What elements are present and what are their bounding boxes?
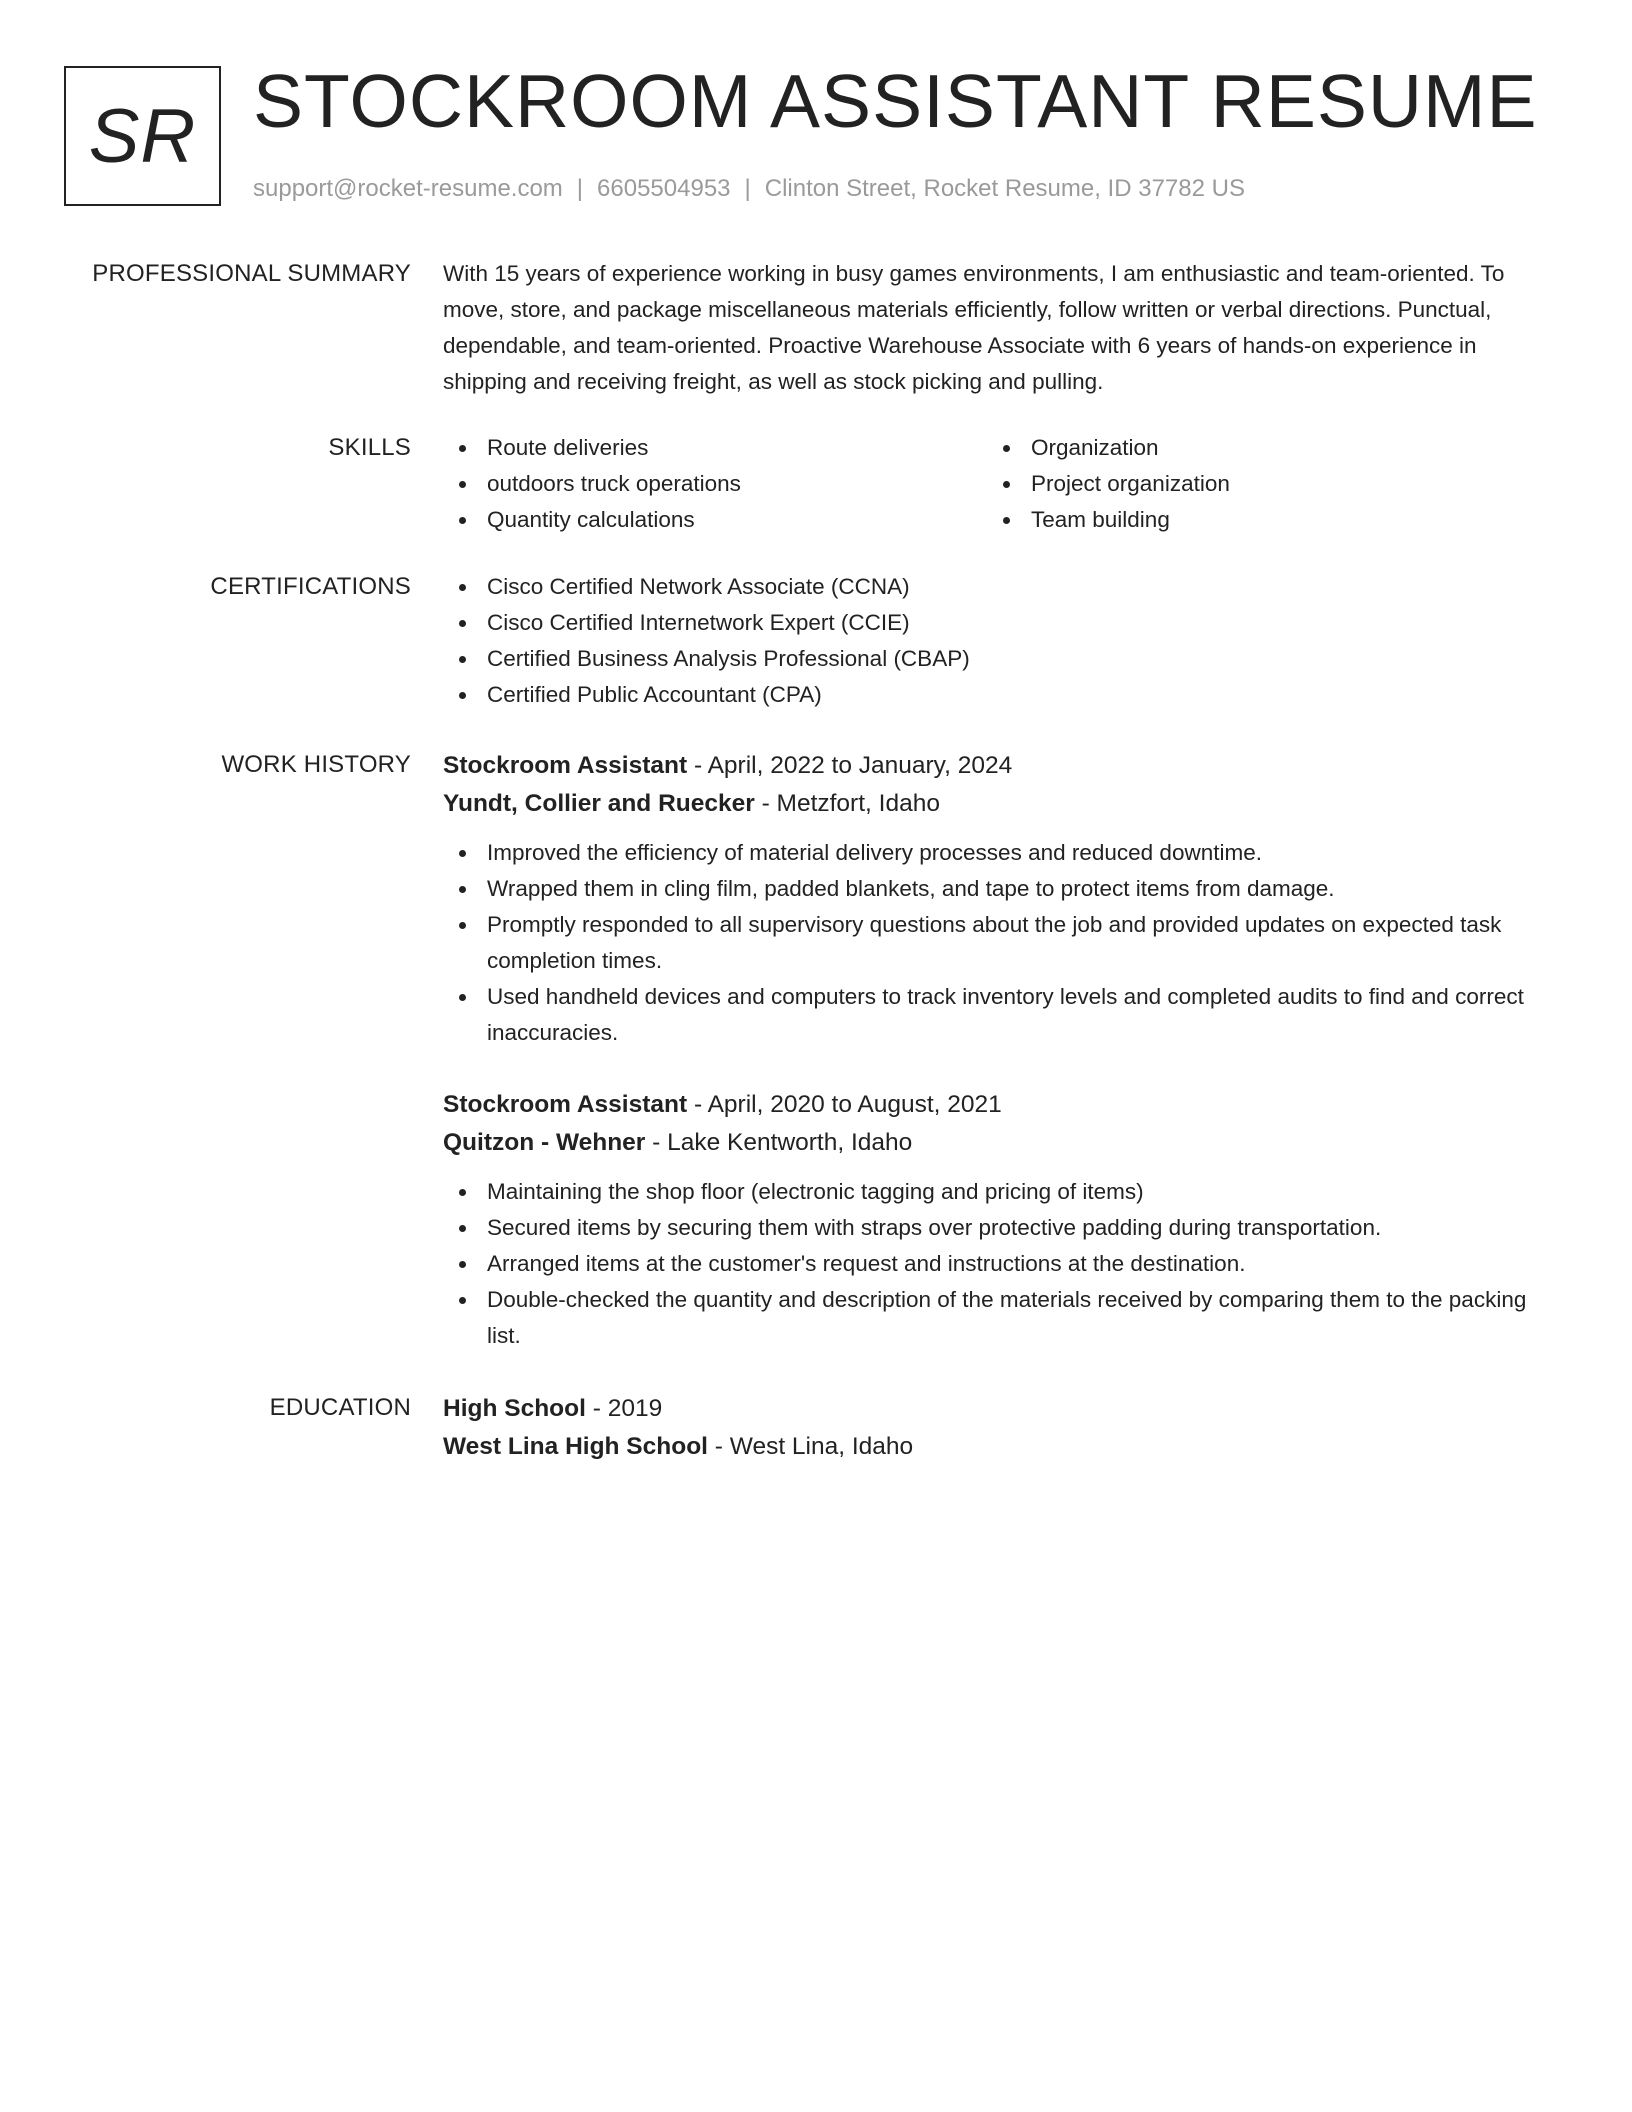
- job-duty-item: Arranged items at the customer's request and instructions at the destination.: [487, 1246, 1553, 1282]
- job-location: - Metzfort, Idaho: [754, 790, 940, 817]
- education-school-line: [443, 1428, 1553, 1466]
- resume-title: STOCKROOM ASSISTANT RESUME: [253, 59, 1538, 143]
- contact-address: Clinton Street, Rocket Resume, ID 37782 US: [764, 175, 1245, 202]
- job-title-line: [443, 1086, 1553, 1124]
- job-entry: [443, 747, 1553, 1051]
- skill-item: Project organization: [1031, 466, 1531, 502]
- job-duties-list: [443, 835, 1553, 1051]
- skills-body: [443, 430, 1553, 538]
- skill-item: Quantity calculations: [487, 502, 987, 538]
- section-label-summary: PROFESSIONAL SUMMARY: [92, 260, 411, 287]
- work-history-body: [443, 747, 1553, 1051]
- certification-item: Cisco Certified Internetwork Expert (CCIE): [487, 605, 1553, 641]
- monogram-badge: [64, 66, 221, 206]
- job-company-line: [443, 1124, 1553, 1162]
- section-label-education: EDUCATION: [269, 1394, 411, 1421]
- certification-item: Cisco Certified Network Associate (CCNA): [487, 569, 1553, 605]
- job-company: Yundt, Collier and Ruecker: [443, 790, 755, 817]
- section-label-work-history: WORK HISTORY: [221, 751, 411, 778]
- job-title: Stockroom Assistant: [443, 752, 688, 779]
- education-degree: High School: [443, 1395, 586, 1422]
- certifications-list: [443, 569, 1553, 713]
- skills-list-right: [987, 430, 1531, 538]
- job-dates: - April, 2022 to January, 2024: [687, 752, 1013, 779]
- summary-text: With 15 years of experience working in busy games environments, I am enthusiastic and team-oriented. To move, store, and package miscellaneous materials efficiently, follow written or verbal directions. Punctual, dependable, and team-oriented. Proactive Warehouse Associate with 6 years of hands-on experience in shipping and receiving freight, as well as stock picking and pulling.: [443, 261, 1505, 394]
- summary-body: [443, 256, 1553, 400]
- monogram-initials: SR: [88, 93, 197, 179]
- job-dates: - April, 2020 to August, 2021: [687, 1091, 1002, 1118]
- work-history-body: [443, 1086, 1553, 1354]
- skill-item: Organization: [1031, 430, 1531, 466]
- job-company: Quitzon - Wehner: [443, 1129, 646, 1156]
- skills-list-left: [443, 430, 987, 538]
- contact-separator: |: [576, 175, 584, 202]
- education-body: [443, 1390, 1553, 1466]
- skill-item: outdoors truck operations: [487, 466, 987, 502]
- education-degree-line: [443, 1390, 1553, 1428]
- contact-separator: |: [744, 175, 751, 202]
- job-duties-list: [443, 1174, 1553, 1354]
- job-title-line: [443, 747, 1553, 785]
- job-duty-item: Improved the efficiency of material delivery processes and reduced downtime.: [487, 835, 1553, 871]
- certification-item: Certified Business Analysis Professional (CBAP): [487, 641, 1553, 677]
- contact-email: support@rocket-resume.com: [253, 175, 563, 202]
- skill-item: Route deliveries: [487, 430, 987, 466]
- certification-item: Certified Public Accountant (CPA): [487, 677, 1553, 713]
- education-year: - 2019: [585, 1395, 663, 1422]
- job-duty-item: Used handheld devices and computers to track inventory levels and completed audits to find and correct inaccuracies.: [487, 979, 1553, 1051]
- section-label-skills: SKILLS: [328, 434, 411, 461]
- skill-item: Team building: [1031, 502, 1531, 538]
- education-location: - West Lina, Idaho: [707, 1433, 914, 1460]
- job-title: Stockroom Assistant: [443, 1091, 688, 1118]
- certifications-body: [443, 569, 1553, 713]
- job-entry: [443, 1086, 1553, 1354]
- contact-phone: 6605504953: [597, 175, 731, 202]
- job-duty-item: Secured items by securing them with straps over protective padding during transportation.: [487, 1210, 1553, 1246]
- job-duty-item: Maintaining the shop floor (electronic tagging and pricing of items): [487, 1174, 1553, 1210]
- contact-line: [253, 173, 1245, 205]
- job-duty-item: Double-checked the quantity and description of the materials received by comparing them to the packing list.: [487, 1282, 1553, 1354]
- job-company-line: [443, 785, 1553, 823]
- section-label-certifications: CERTIFICATIONS: [210, 573, 411, 600]
- job-duty-item: Promptly responded to all supervisory questions about the job and provided updates on expected task completion times.: [487, 907, 1553, 979]
- job-location: - Lake Kentworth, Idaho: [645, 1129, 913, 1156]
- education-school: West Lina High School: [443, 1433, 708, 1460]
- job-duty-item: Wrapped them in cling film, padded blankets, and tape to protect items from damage.: [487, 871, 1553, 907]
